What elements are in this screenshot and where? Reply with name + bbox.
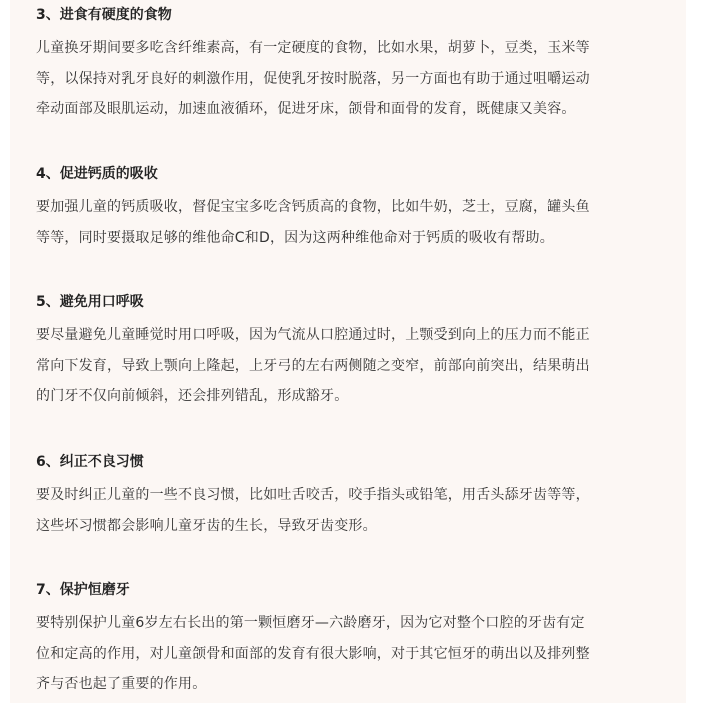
section-body [36, 320, 676, 412]
section-body [36, 192, 676, 253]
paragraph-line: 牵动面部及眼肌运动，加速血液循环，促进牙床，颌骨和面骨的发育，既健康又美容。 [36, 101, 576, 117]
section-7 [36, 580, 676, 700]
paragraph-line: 这些坏习惯都会影响儿童牙齿的生长，导致牙齿变形。 [36, 517, 377, 534]
section-3 [36, 5, 676, 125]
section-heading: 7、保护恒磨牙 [36, 582, 130, 598]
article-page [10, 0, 686, 703]
page-gutter [686, 0, 703, 703]
section-body [36, 480, 676, 541]
paragraph-line: 等，以保持对乳牙良好的刺激作用，促使乳牙按时脱落，另一方面也有助于通过咀嚼运动 [36, 70, 590, 87]
section-heading: 6、纠正不良习惯 [36, 454, 144, 470]
section-heading: 5、避免用口呼吸 [36, 294, 144, 310]
section-6 [36, 452, 676, 541]
paragraph-line: 等等，同时要摄取足够的维他命C和D，因为这两种维他命对于钙质的吸收有帮助。 [36, 229, 554, 246]
paragraph-line: 常向下发育，导致上颚向上隆起，上牙弓的左右两侧随之变窄，前部向前突出，结果萌出 [36, 357, 590, 374]
paragraph-line: 要特别保护儿童6岁左右长出的第一颗恒磨牙—六龄磨牙，因为它对整个口腔的牙齿有定 [36, 615, 585, 631]
paragraph-line: 齐与否也起了重要的作用。 [36, 676, 207, 692]
paragraph-line: 儿童换牙期间要多吃含纤维素高，有一定硬度的食物，比如水果，胡萝卜，豆类，玉米等 [36, 40, 590, 56]
section-body [36, 33, 676, 125]
section-heading: 3、进食有硬度的食物 [36, 7, 172, 23]
paragraph-line: 要尽量避免儿童睡觉时用口呼吸，因为气流从口腔通过时，上颚受到向上的压力而不能正 [36, 327, 590, 343]
section-heading: 4、促进钙质的吸收 [36, 166, 158, 182]
section-4 [36, 164, 676, 253]
paragraph-line: 要及时纠正儿童的一些不良习惯，比如吐舌咬舌，咬手指头或铅笔，用舌头舔牙齿等等， [36, 487, 590, 503]
section-body [36, 608, 676, 700]
paragraph-line: 位和定高的作用，对儿童颌骨和面部的发育有很大影响，对于其它恒牙的萌出以及排列整 [36, 645, 590, 662]
paragraph-line: 要加强儿童的钙质吸收，督促宝宝多吃含钙质高的食物，比如牛奶，芝士，豆腐，罐头鱼 [36, 199, 590, 215]
paragraph-line: 的门牙不仅向前倾斜，还会排列错乱，形成豁牙。 [36, 388, 349, 404]
section-5 [36, 292, 676, 412]
